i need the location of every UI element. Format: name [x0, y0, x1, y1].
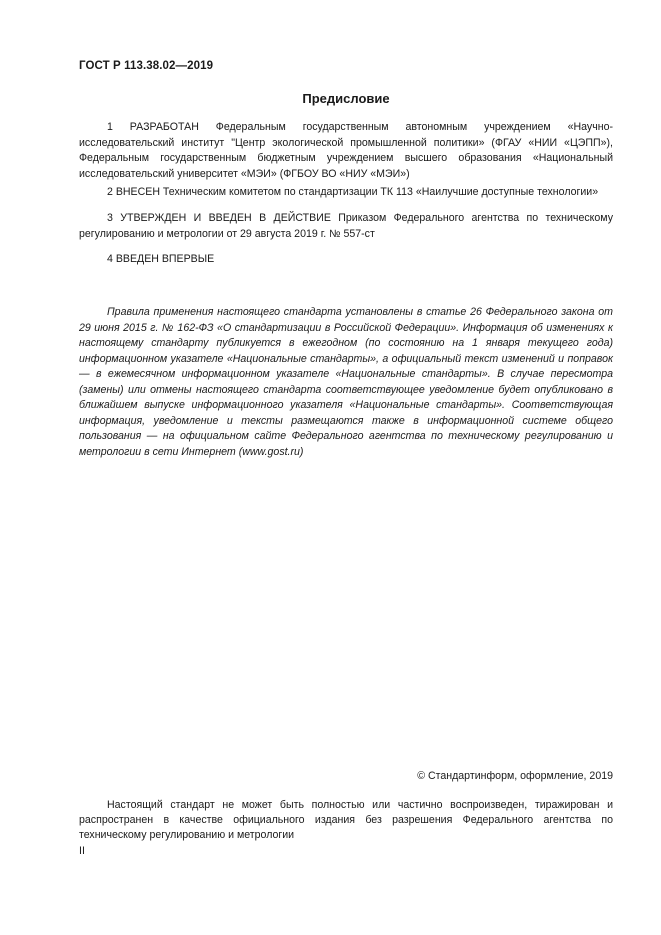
application-rules-notice: Правила применения настоящего стандарта установлены в статье 26 Федерального закона от 29 июня 2015 г. № 162-ФЗ «О стандартизации в Российской Федерации». Информация об изменениях к настоящему стандарту публикуется в ежегодном (по состоянию на 1 января текущего года) информационном указателе «Национальные стандарты», а официальный текст изменений и поправок — в ежемесячном информационном указателе «Национальные стандарты». В случае пересмотра (замены) или отмены настоящего стандарта соответствующее уведомление будет опубликовано в ближайшем выпуске информационного указателя «Национальные стандарты». Соответствующая информация, уведомление и тексты размещаются также в информационной системе общего пользования — на официальном сайте Федерального агентства по техническому регулированию и метрологии в сети Интернет (www.gost.ru)	[79, 306, 613, 458]
preface-title: Предисловие	[302, 91, 390, 106]
reproduction-notice: Настоящий стандарт не может быть полностью или частично воспроизведен, тиражирован и распространен в качестве официального издания без разрешения Федерального агентства по техническому регулированию и метрологии	[79, 799, 613, 841]
preface-item-developed: 1 РАЗРАБОТАН Федеральным государственным автономным учреждением «Научно-исследовательский институт "Центр экологической промышленной политики» (ФГАУ «НИИ «ЦЭПП»), Федеральным государственным бюджетным учреждением высшего образования «Национальный исследовательский университет «МЭИ» (ФГБОУ ВО «НИУ «МЭИ»)	[79, 121, 613, 180]
preface-item-approved: 3 УТВЕРЖДЕН И ВВЕДЕН В ДЕЙСТВИЕ Приказом Федерального агентства по техническому регулированию и метрологии от 29 августа 2019 г. № 557-ст	[79, 212, 613, 240]
preface-item-introduced: 4 ВВЕДЕН ВПЕРВЫЕ	[107, 253, 215, 265]
page-number: II	[79, 845, 85, 857]
preface-item-submitted: 2 ВНЕСЕН Техническим комитетом по стандартизации ТК 113 «Наилучшие доступные технологии»	[107, 186, 599, 198]
standard-code: ГОСТ Р 113.38.02—2019	[79, 60, 214, 72]
copyright-line: © Стандартинформ, оформление, 2019	[417, 770, 613, 782]
